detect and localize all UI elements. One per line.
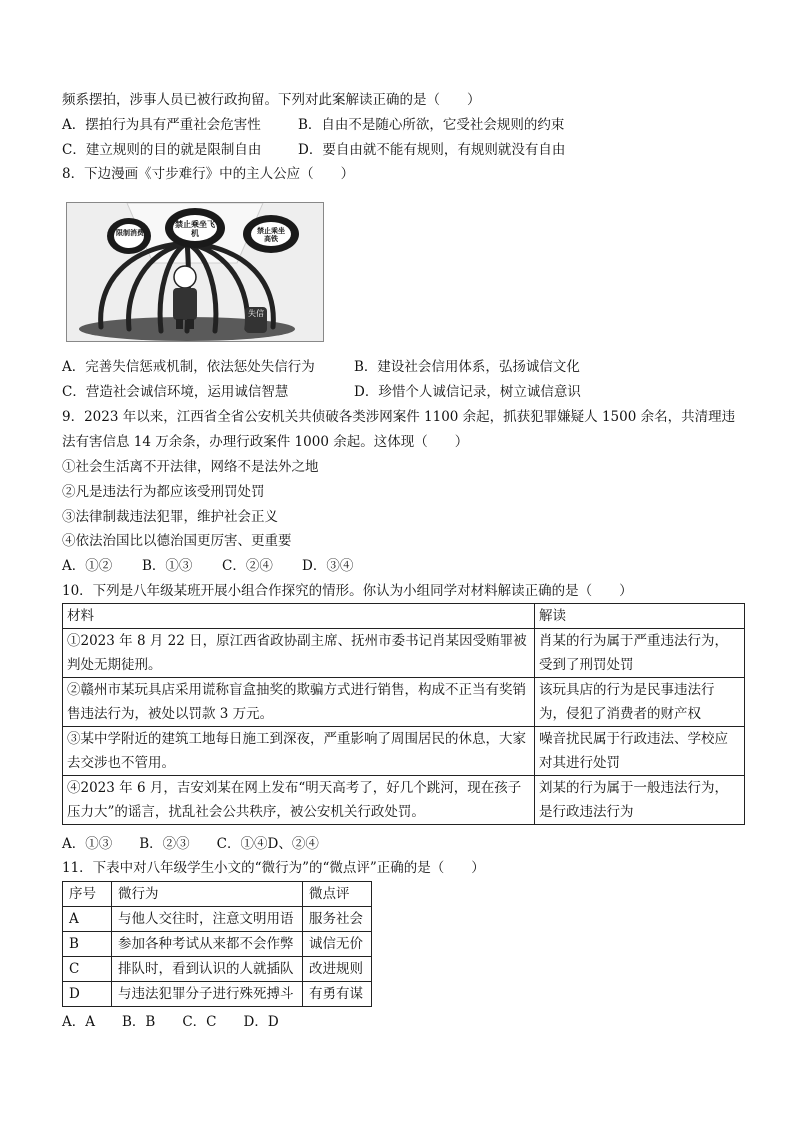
q8-option-d: D．珍惜个人诚信记录，树立诚信意识 <box>354 384 581 400</box>
interpretation-cell: 肖某的行为属于严重违法行为，受到了刑罚处罚 <box>535 629 745 678</box>
q8-option-a: A．完善失信惩戒机制，依法惩处失信行为 <box>62 359 315 375</box>
header-interpretation: 解读 <box>535 604 745 629</box>
header-micro-behavior: 微行为 <box>112 882 303 907</box>
q7-option-a: A．摆拍行为具有严重社会危害性 <box>62 117 261 133</box>
q10-table <box>62 603 745 825</box>
material-cell: ②赣州市某玩具店采用谎称盲盒抽奖的欺骗方式进行销售，构成不正当有奖销售违法行为，被处以罚款 3 万元。 <box>63 678 535 727</box>
table-row <box>63 907 372 932</box>
sign-no-flight: 禁止乘坐飞机 <box>175 220 215 238</box>
q8-option-c: C．营造社会诚信环境，运用诚信智慧 <box>62 384 289 400</box>
q7-options-row2 <box>62 141 565 159</box>
dishonesty-tag: 失信 <box>248 309 264 318</box>
material-cell: ①2023 年 8 月 22 日，原江西省政协副主席、抚州市委书记肖某因受贿罪被判处无期徒刑。 <box>63 629 535 678</box>
q9-option-d: D．③④ <box>302 558 354 574</box>
q9-stem-line2: 法有害信息 14 万余条，办理行政案件 1000 余起。这体现（ ） <box>62 434 469 450</box>
table-header-row <box>63 604 745 629</box>
q8-option-b: B．建设社会信用体系，弘扬诚信文化 <box>354 359 580 375</box>
q9-option-a: A．①② <box>62 558 113 574</box>
q9-option-c: C．②④ <box>222 558 273 574</box>
q9-stem-line1: 9．2023 年以来，江西省全省公安机关共侦破各类涉网案件 1100 余起，抓获犯罪嫌疑人 1500 余名，共清理违 <box>62 409 736 425</box>
table-row <box>63 727 745 776</box>
q8-stem: 8．下边漫画《寸步难行》中的主人公应（ ） <box>62 166 355 182</box>
q9-statement-4: ④依法治国比以德治国更厉害、更重要 <box>62 533 292 549</box>
table-row <box>63 982 372 1007</box>
q11-stem: 11．下表中对八年级学生小文的“微行为”的“微点评”正确的是（ ） <box>62 860 485 876</box>
interpretation-cell: 刘某的行为属于一般违法行为，是行政违法行为 <box>535 776 745 825</box>
q8-options-row2 <box>62 383 581 401</box>
q11-options: A．A B．B C．C D．D <box>62 1014 279 1030</box>
material-cell: ③某中学附近的建筑工地每日施工到深夜，严重影响了周围居民的休息，大家去交涉也不管用。 <box>63 727 535 776</box>
behavior-cell: 与违法犯罪分子进行殊死搏斗 <box>112 982 303 1007</box>
q9-statement-1: ①社会生活离不开法律，网络不是法外之地 <box>62 459 319 475</box>
q9-option-b: B．①③ <box>142 558 193 574</box>
behavior-cell: 与他人交往时，注意文明用语 <box>112 907 303 932</box>
q7-option-d: D．要自由就不能有规则，有规则就没有自由 <box>298 142 566 158</box>
table-row <box>63 932 372 957</box>
interpretation-cell: 噪音扰民属于行政违法、学校应对其进行处罚 <box>535 727 745 776</box>
table-row <box>63 776 745 825</box>
comment-cell: 诚信无价 <box>303 932 372 957</box>
q9-options <box>62 557 353 575</box>
sign-no-high-speed-rail: 禁止乘坐高铁 <box>257 227 285 243</box>
q7-option-c: C．建立规则的目的就是限制自由 <box>62 142 262 158</box>
number-cell: B <box>63 932 112 957</box>
comment-cell: 改进规则 <box>303 957 372 982</box>
table-header-row <box>63 882 372 907</box>
table-row <box>63 957 372 982</box>
number-cell: D <box>63 982 112 1007</box>
q10-options: A．①③ B．②③ C．①④D、②④ <box>62 836 319 852</box>
q10-stem: 10．下列是八年级某班开展小组合作探究的情形。你认为小组同学对材料解读正确的是（ ） <box>62 583 633 599</box>
material-cell: ④2023 年 6 月，吉安刘某在网上发布“明天高考了，好几个跳河，现在孩子压力大”的谣言，扰乱社会公共秩序，被公安机关行政处罚。 <box>63 776 535 825</box>
q8-options-row1 <box>62 358 580 376</box>
q9-statement-3: ③法律制裁违法犯罪，维护社会正义 <box>62 509 278 525</box>
table-row <box>63 678 745 727</box>
header-micro-comment: 微点评 <box>303 882 372 907</box>
behavior-cell: 排队时，看到认识的人就插队 <box>112 957 303 982</box>
header-material: 材料 <box>63 604 535 629</box>
number-cell: C <box>63 957 112 982</box>
sign-restrict-consumption: 限制消费 <box>116 229 144 237</box>
q9-statement-2: ②凡是违法行为都应该受刑罚处罚 <box>62 484 265 500</box>
q7-stem: 频系摆拍，涉事人员已被行政拘留。下列对此案解读正确的是（ ） <box>62 92 481 108</box>
header-number: 序号 <box>63 882 112 907</box>
comment-cell: 服务社会 <box>303 907 372 932</box>
q7-options-row1 <box>62 116 564 134</box>
behavior-cell: 参加各种考试从来都不会作弊 <box>112 932 303 957</box>
number-cell: A <box>63 907 112 932</box>
q11-table <box>62 881 372 1007</box>
comment-cell: 有勇有谋 <box>303 982 372 1007</box>
interpretation-cell: 该玩具店的行为是民事违法行为，侵犯了消费者的财产权 <box>535 678 745 727</box>
cartoon-image <box>66 202 324 342</box>
table-row <box>63 629 745 678</box>
q7-option-b: B．自由不是随心所欲，它受社会规则的约束 <box>298 117 565 133</box>
figure-icon <box>173 266 197 329</box>
